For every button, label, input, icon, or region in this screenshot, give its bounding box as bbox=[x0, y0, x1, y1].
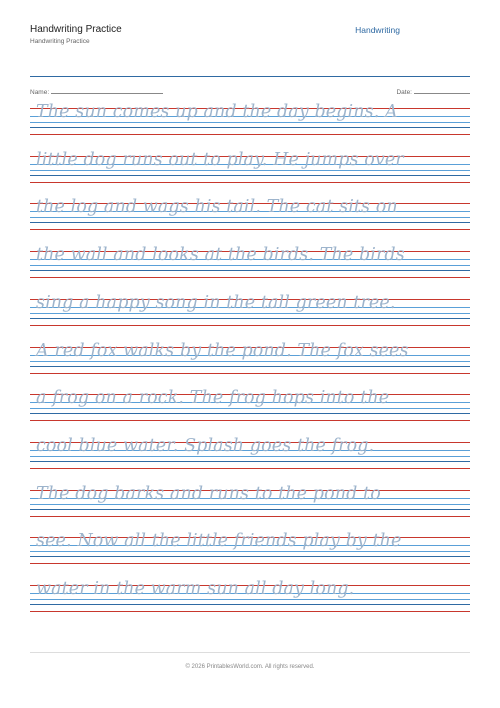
guide-line-desc bbox=[30, 468, 470, 469]
name-label: Name: bbox=[30, 89, 50, 96]
practice-line-row bbox=[30, 146, 470, 194]
guide-line-midx bbox=[30, 599, 470, 600]
guide-line-base bbox=[30, 222, 470, 223]
practice-line-row bbox=[30, 289, 470, 337]
trace-text: The sun comes up and the day begins. A bbox=[36, 102, 398, 122]
student-fields bbox=[30, 86, 470, 98]
name-field bbox=[30, 86, 163, 96]
guide-line-desc bbox=[30, 516, 470, 517]
header-divider bbox=[30, 76, 470, 77]
practice-line-row bbox=[30, 241, 470, 289]
guide-line-midx bbox=[30, 217, 470, 218]
practice-line-row bbox=[30, 98, 470, 146]
guide-line-base bbox=[30, 175, 470, 176]
guide-line-midx bbox=[30, 122, 470, 123]
date-blank-line bbox=[414, 86, 470, 94]
guide-line-base bbox=[30, 509, 470, 510]
guide-line-midx bbox=[30, 551, 470, 552]
date-field bbox=[396, 86, 470, 96]
practice-line-row bbox=[30, 527, 470, 575]
practice-line-row bbox=[30, 432, 470, 480]
practice-line-row bbox=[30, 193, 470, 241]
guide-line-desc bbox=[30, 229, 470, 230]
page-subtitle: Handwriting Practice bbox=[30, 38, 90, 45]
guide-line-midx bbox=[30, 456, 470, 457]
practice-line-row bbox=[30, 337, 470, 385]
practice-lines bbox=[30, 98, 470, 618]
trace-text: a frog on a rock. The frog hops into the bbox=[36, 388, 390, 409]
guide-line-base bbox=[30, 461, 470, 462]
trace-text: see. Now all the little friends play by the bbox=[36, 531, 402, 552]
practice-line-row bbox=[30, 480, 470, 528]
page-header bbox=[30, 24, 470, 54]
footer-divider bbox=[30, 652, 470, 653]
name-blank-line bbox=[51, 86, 163, 94]
guide-line-base bbox=[30, 318, 470, 319]
guide-line-desc bbox=[30, 563, 470, 564]
trace-text: the log and wags his tail. The cat sits on bbox=[36, 197, 398, 218]
page-title: Handwriting Practice bbox=[30, 24, 122, 35]
guide-line-midx bbox=[30, 504, 470, 505]
guide-line-desc bbox=[30, 134, 470, 135]
guide-line-desc bbox=[30, 277, 470, 278]
guide-line-desc bbox=[30, 325, 470, 326]
footer-copyright: © 2026 PrintablesWorld.com. All rights reserved. bbox=[185, 664, 315, 670]
trace-text: the wall and looks at the birds. The birds bbox=[36, 245, 405, 266]
guide-line-desc bbox=[30, 611, 470, 612]
guide-line-base bbox=[30, 366, 470, 367]
guide-line-midx bbox=[30, 361, 470, 362]
guide-line-base bbox=[30, 270, 470, 271]
trace-text: little dog runs out to play. He jumps over bbox=[36, 149, 404, 170]
guide-line-desc bbox=[30, 182, 470, 183]
guide-line-midx bbox=[30, 408, 470, 409]
guide-line-midx bbox=[30, 313, 470, 314]
guide-line-base bbox=[30, 127, 470, 128]
trace-text: cool blue water. Splash goes the frog. bbox=[36, 435, 375, 456]
guide-line-midx bbox=[30, 170, 470, 171]
practice-line-row bbox=[30, 575, 470, 623]
date-label: Date: bbox=[396, 89, 412, 96]
guide-line-desc bbox=[30, 420, 470, 421]
category-label: Handwriting bbox=[355, 25, 400, 35]
trace-text: The dog barks and runs to the pond to bbox=[36, 483, 381, 504]
practice-line-row bbox=[30, 384, 470, 432]
guide-line-midx bbox=[30, 265, 470, 266]
trace-text: water in the warm sun all day long. bbox=[36, 579, 355, 599]
guide-line-desc bbox=[30, 373, 470, 374]
guide-line-base bbox=[30, 556, 470, 557]
trace-text: A red fox walks by the pond. The fox sees bbox=[36, 340, 409, 361]
guide-line-base bbox=[30, 413, 470, 414]
guide-line-base bbox=[30, 604, 470, 605]
trace-text: sing a happy song in the tall green tree. bbox=[36, 292, 396, 313]
